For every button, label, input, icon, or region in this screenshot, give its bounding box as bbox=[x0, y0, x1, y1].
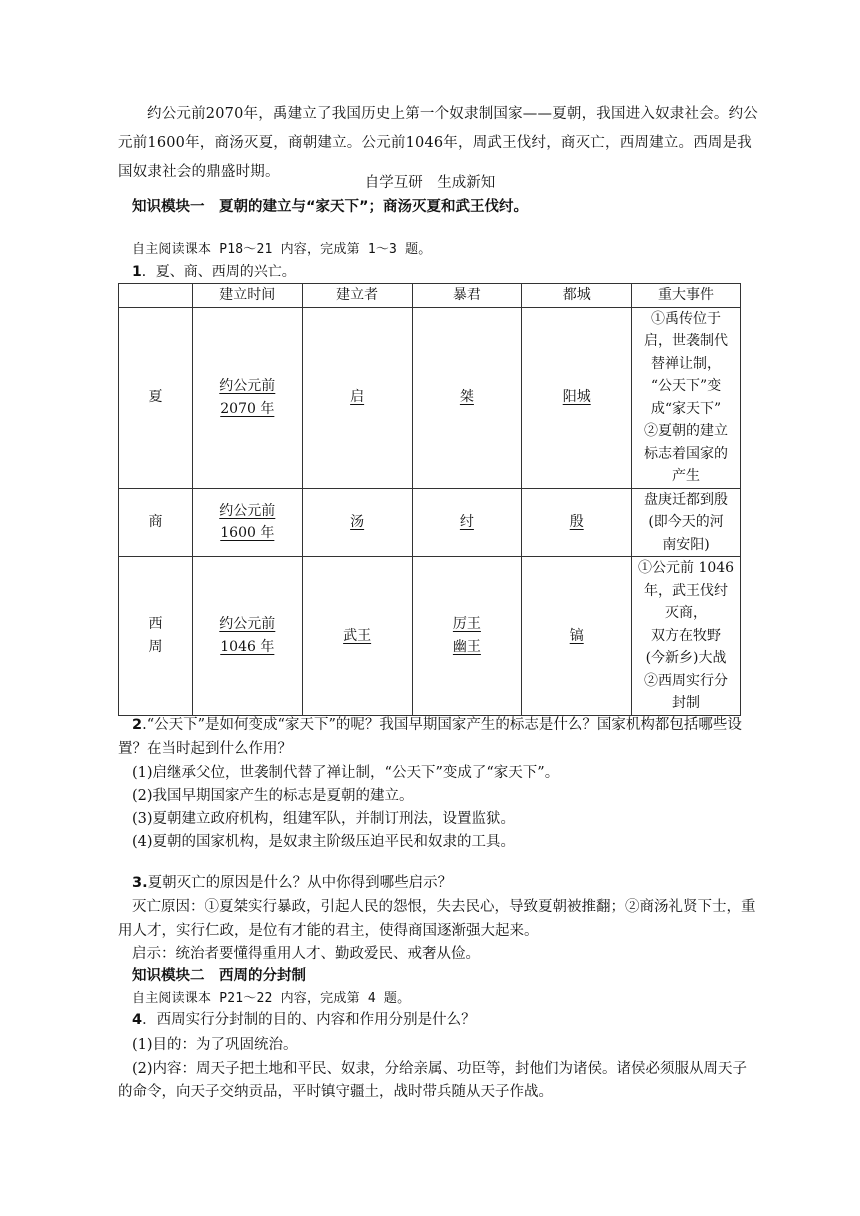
founder-cell: 武王 bbox=[302, 557, 412, 716]
capital-cell: 阳城 bbox=[522, 307, 632, 488]
header-cell: 暴君 bbox=[412, 284, 522, 308]
founder-cell: 启 bbox=[302, 307, 412, 488]
question-text: 夏朝灭亡的原因是什么？从中你得到哪些启示？ bbox=[147, 875, 453, 891]
question-text: ．西周实行分封制的目的、内容和作用分别是什么？ bbox=[142, 1012, 476, 1028]
answer-2 bbox=[132, 762, 762, 854]
tyrant-cell: 厉王 幽王 bbox=[412, 557, 522, 716]
header-cell: 重大事件 bbox=[632, 284, 741, 308]
question-text: ．夏、商、西周的兴亡。 bbox=[141, 264, 296, 280]
events-cell: ①禹传位于 启，世袭制代 替禅让制， “公天下”变 成“家天下” ②夏朝的建立 标志着国家的 产生 bbox=[632, 307, 741, 488]
dynasty-table bbox=[118, 283, 741, 716]
answer-3 bbox=[118, 896, 760, 967]
question-1 bbox=[132, 262, 296, 282]
reading-guide-1: 自主阅读课本 P18～21 内容，完成第 1～3 题。 bbox=[132, 242, 432, 257]
header-cell: 都城 bbox=[522, 284, 632, 308]
dynasty-cell: 西 周 bbox=[119, 557, 193, 716]
tyrant-cell: 纣 bbox=[412, 488, 522, 557]
table-row bbox=[119, 557, 741, 716]
dynasty-cell: 商 bbox=[119, 488, 193, 557]
table-row bbox=[119, 307, 741, 488]
question-text: .“公天下”是如何变成“家天下”的呢？我国早期国家产生的标志是什么？国家机构都包括哪些设置？在当时起到什么作用？ bbox=[118, 717, 742, 757]
answer-4 bbox=[118, 1034, 760, 1105]
capital-cell: 殷 bbox=[522, 488, 632, 557]
question-3 bbox=[132, 873, 452, 893]
question-number: 1 bbox=[132, 264, 142, 280]
header-cell: 建立者 bbox=[302, 284, 412, 308]
question-4 bbox=[132, 1010, 476, 1030]
table-header-row bbox=[119, 284, 741, 308]
answer-line: (1)启继承父位，世袭制代替了禅让制，“公天下”变成了“家天下”。 bbox=[132, 765, 560, 781]
answer-line: (1)目的：为了巩固统治。 bbox=[132, 1037, 298, 1053]
time-cell: 约公元前 1046 年 bbox=[192, 557, 302, 716]
table-row bbox=[119, 488, 741, 557]
answer-line: (3)夏朝建立政府机构，组建军队，并制订刑法，设置监狱。 bbox=[132, 811, 516, 827]
capital-cell: 镐 bbox=[522, 557, 632, 716]
events-cell: ①公元前 1046 年，武王伐纣 灭商， 双方在牧野 (今新乡)大战 ②西周实行分 封制 bbox=[632, 557, 741, 716]
reading-guide-2: 自主阅读课本 P21～22 内容，完成第 4 题。 bbox=[132, 991, 411, 1006]
answer-line: 启示：统治者要懂得重用人才、勤政爱民、戒奢从俭。 bbox=[132, 946, 480, 962]
founder-cell: 汤 bbox=[302, 488, 412, 557]
answer-line: (2)内容：周天子把土地和平民、奴隶，分给亲属、功臣等，封他们为诸侯。诸侯必须服从周天子的命令，向天子交纳贡品，平时镇守疆土，战时带兵随从天子作战。 bbox=[118, 1060, 748, 1100]
time-cell: 约公元前 2070 年 bbox=[192, 307, 302, 488]
section-title: 自学互研 生成新知 bbox=[364, 175, 496, 191]
answer-line: 灭亡原因：①夏桀实行暴政，引起人民的怨恨，失去民心，导致夏朝被推翻；②商汤礼贤下士，重用人才，实行仁政，是位有才能的君主，使得商国逐渐强大起来。 bbox=[118, 899, 756, 939]
module-two-heading: 知识模块二 西周的分封制 bbox=[132, 968, 306, 984]
answer-line: (4)夏朝的国家机构，是奴隶主阶级压迫平民和奴隶的工具。 bbox=[132, 834, 516, 850]
question-2 bbox=[118, 714, 760, 761]
question-number: 3. bbox=[132, 875, 148, 891]
question-number: 4 bbox=[132, 1012, 143, 1028]
header-cell: 建立时间 bbox=[192, 284, 302, 308]
question-number: 2 bbox=[132, 717, 143, 733]
time-cell: 约公元前 1600 年 bbox=[192, 488, 302, 557]
intro-paragraph: 约公元前2070年，禹建立了我国历史上第一个奴隶制国家——夏朝，我国进入奴隶社会。约公元前1600年，商汤灭夏，商朝建立。公元前1046年，周武王伐纣，商灭亡，西周建立。西周是我国奴隶社会的鼎盛时期。 bbox=[118, 106, 758, 180]
dynasty-cell: 夏 bbox=[119, 307, 193, 488]
events-cell: 盘庚迁都到殷 (即今天的河 南安阳) bbox=[632, 488, 741, 557]
tyrant-cell: 桀 bbox=[412, 307, 522, 488]
answer-line: (2)我国早期国家产生的标志是夏朝的建立。 bbox=[132, 788, 414, 804]
module-one-heading: 知识模块一 夏朝的建立与“家天下”；商汤灭夏和武王伐纣。 bbox=[132, 199, 529, 215]
header-cell bbox=[119, 284, 193, 308]
